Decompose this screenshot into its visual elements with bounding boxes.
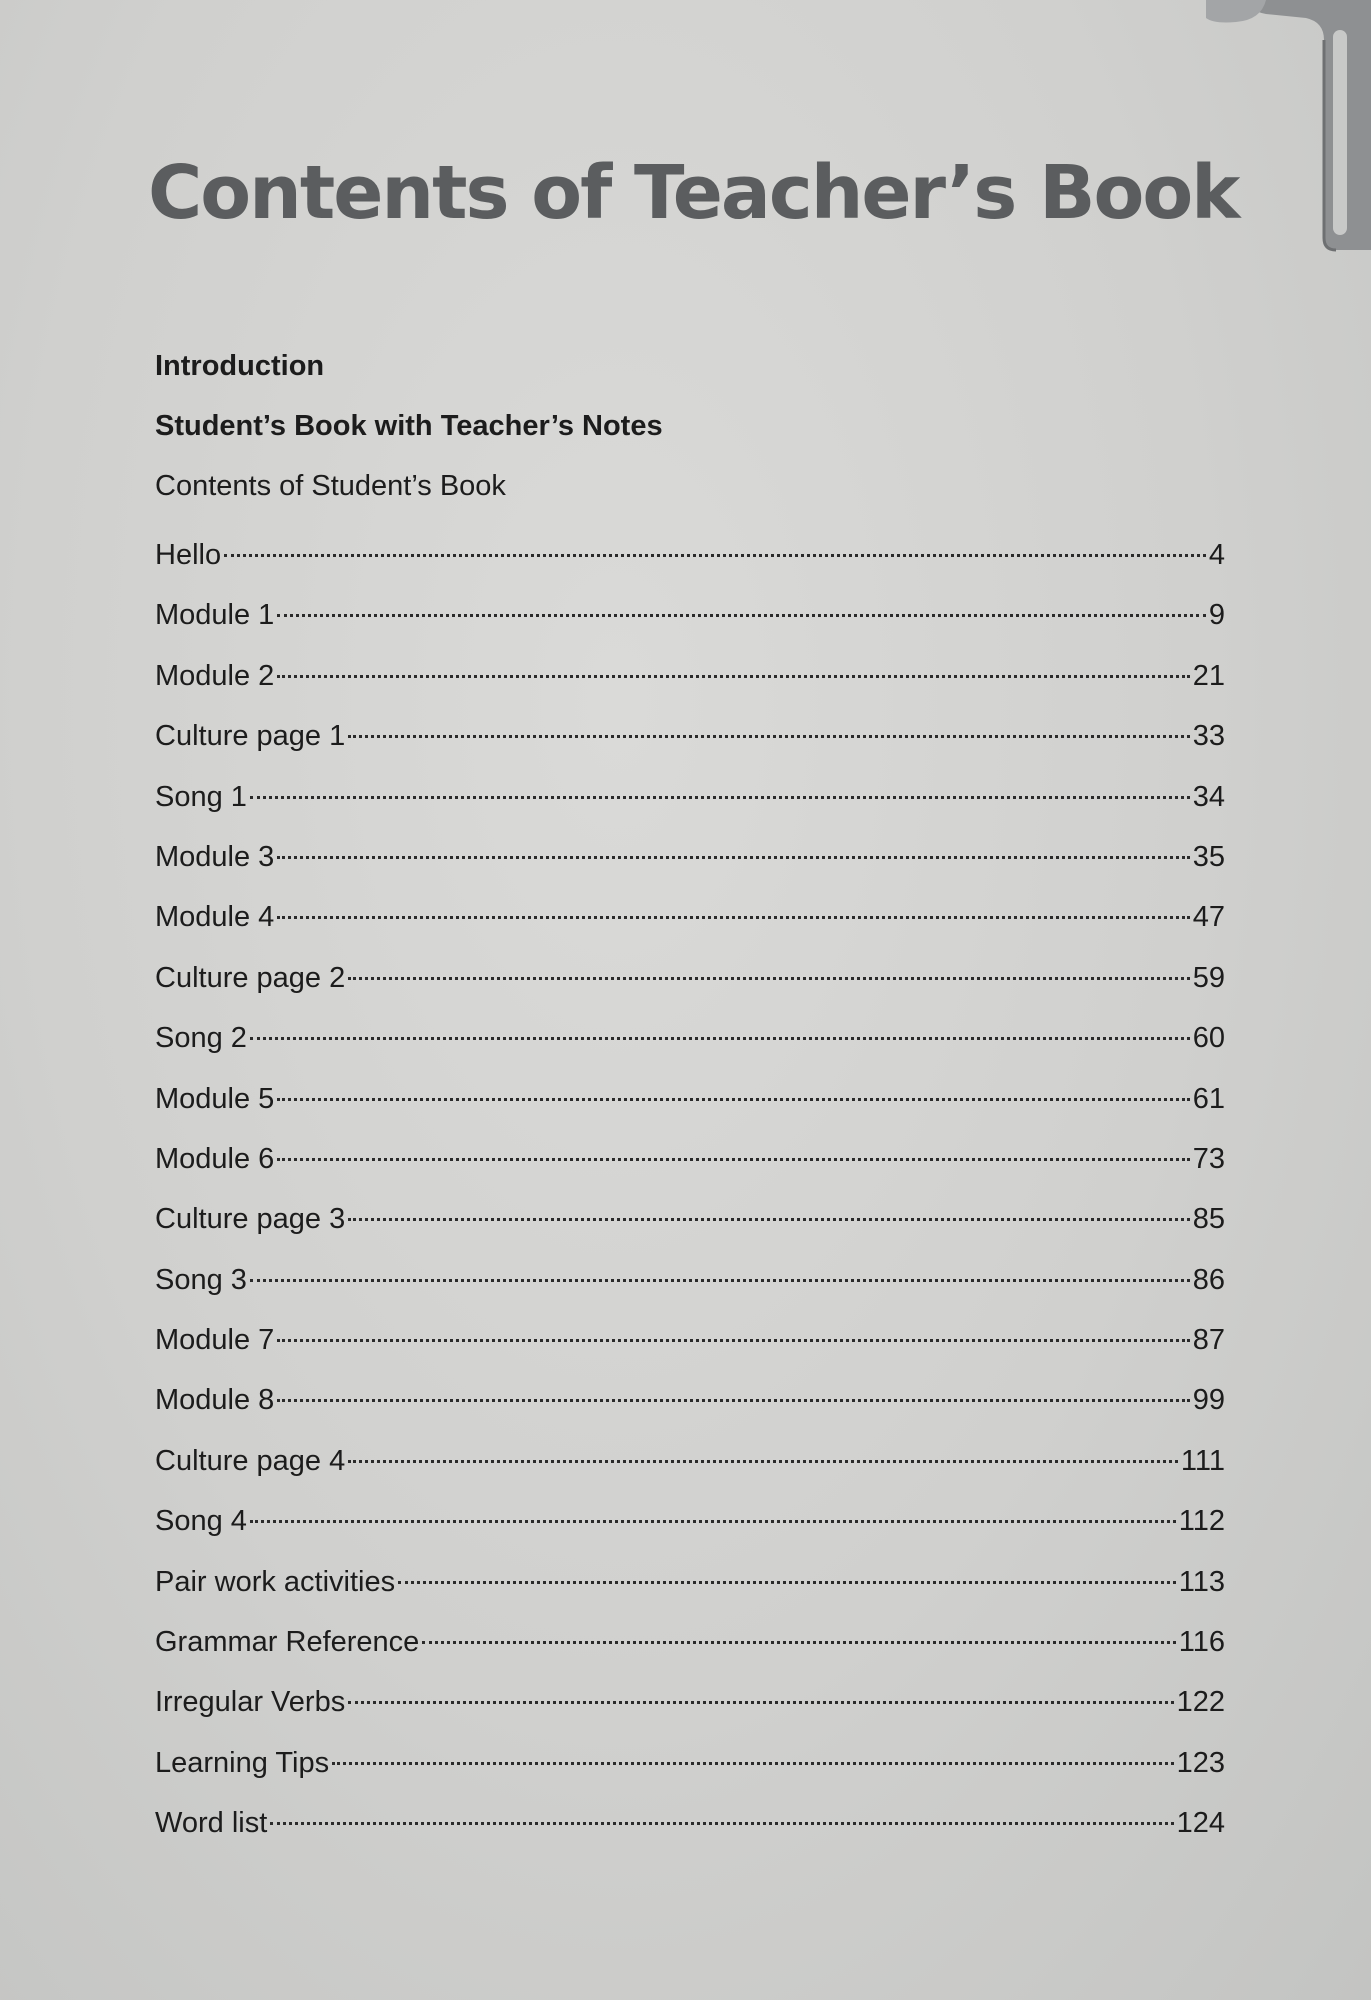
toc-entry [155,1189,1225,1249]
dot-leader [250,796,1190,799]
contents-students-book-heading: Contents of Student’s Book [155,470,506,502]
toc-entry-page: 21 [1192,659,1225,692]
dot-leader [270,1822,1173,1825]
toc-entry-page: 85 [1192,1203,1225,1236]
toc-entry-page: 116 [1178,1626,1225,1659]
toc-entry [155,1310,1225,1370]
introduction-heading: Introduction [155,350,325,382]
toc-entry-label: Song 3 [155,1263,247,1296]
dot-leader [250,1037,1190,1040]
toc-entry [155,585,1225,645]
toc-entry-label: Module 4 [155,901,275,934]
toc-entry-page: 124 [1176,1807,1225,1840]
dot-leader [277,856,1189,859]
dot-leader [224,554,1206,557]
toc-entry-label: Module 7 [155,1324,275,1357]
toc-entry [155,1491,1225,1551]
toc-entry-label: Grammar Reference [155,1626,420,1659]
toc-entry-label: Word list [155,1807,268,1840]
toc-entry [155,1008,1225,1068]
toc-entry-page: 59 [1192,961,1225,994]
toc-entry-page: 60 [1192,1022,1225,1055]
toc-entry-label: Module 1 [155,599,275,632]
toc-entry-page: 87 [1192,1324,1225,1357]
toc-entry [155,1370,1225,1430]
toc-entry-page: 99 [1192,1384,1225,1417]
dot-leader [250,1520,1176,1523]
toc-entry-label: Song 2 [155,1022,247,1055]
toc-entry-label: Module 8 [155,1384,275,1417]
toc-entry-page: 34 [1192,780,1225,813]
dot-leader [348,1218,1189,1221]
toc-entry [155,1733,1225,1793]
toc-entry [155,827,1225,887]
toc-entry-page: 33 [1192,720,1225,753]
dot-leader [348,977,1189,980]
dot-leader [277,1158,1189,1161]
toc-entry-page: 61 [1192,1082,1225,1115]
dot-leader [398,1581,1176,1584]
toc-entry [155,1793,1225,1853]
toc-entry-page: 111 [1180,1444,1225,1477]
toc-entry-page: 123 [1176,1746,1225,1779]
toc-entry-label: Pair work activities [155,1565,396,1598]
toc-entry-label: Song 4 [155,1505,247,1538]
toc-entry-page: 113 [1178,1565,1225,1598]
toc-entry-label: Culture page 2 [155,961,346,994]
toc-entry-label: Culture page 3 [155,1203,346,1236]
dot-leader [277,675,1189,678]
toc-entry-page: 112 [1178,1505,1225,1538]
toc-entry [155,1552,1225,1612]
toc-entry [155,1250,1225,1310]
toc-entry-page: 9 [1208,599,1225,632]
toc-entry-label: Song 1 [155,780,247,813]
dot-leader [277,1339,1189,1342]
dot-leader [348,1701,1173,1704]
toc-entry-label: Module 6 [155,1142,275,1175]
dot-leader [250,1279,1190,1282]
toc-entry [155,1069,1225,1129]
toc-entry-page: 86 [1192,1263,1225,1296]
toc-entry-label: Module 2 [155,659,275,692]
toc-entry [155,1129,1225,1189]
toc-entry-label: Irregular Verbs [155,1686,346,1719]
dot-leader [332,1762,1173,1765]
dot-leader [348,735,1189,738]
toc-entry-label: Module 5 [155,1082,275,1115]
toc-entry [155,1431,1225,1491]
toc-entry-page: 4 [1208,539,1225,571]
toc-entry [155,767,1225,827]
students-book-notes-heading: Student’s Book with Teacher’s Notes [155,410,663,442]
toc-entry [155,1612,1225,1672]
dot-leader [348,1460,1178,1463]
toc-entry-label: Hello [155,539,222,571]
toc-entry [155,706,1225,766]
toc-entry-page: 47 [1192,901,1225,934]
toc-entry-label: Culture page 1 [155,720,346,753]
dot-leader [277,916,1189,919]
dot-leader [422,1641,1175,1644]
table-of-contents [155,525,1225,1854]
dot-leader [277,614,1206,617]
toc-entry [155,887,1225,947]
toc-entry-label: Learning Tips [155,1746,330,1779]
toc-entry-label: Culture page 4 [155,1444,346,1477]
dot-leader [277,1098,1189,1101]
toc-entry-page: 35 [1192,840,1225,873]
toc-entry [155,525,1225,585]
toc-entry-label: Module 3 [155,840,275,873]
page-title: Contents of Teacher’s Book [148,150,1239,236]
toc-entry-page: 73 [1192,1142,1225,1175]
toc-entry [155,1672,1225,1732]
toc-entry [155,948,1225,1008]
dot-leader [277,1399,1189,1402]
toc-entry [155,646,1225,706]
toc-entry-page: 122 [1176,1686,1225,1719]
